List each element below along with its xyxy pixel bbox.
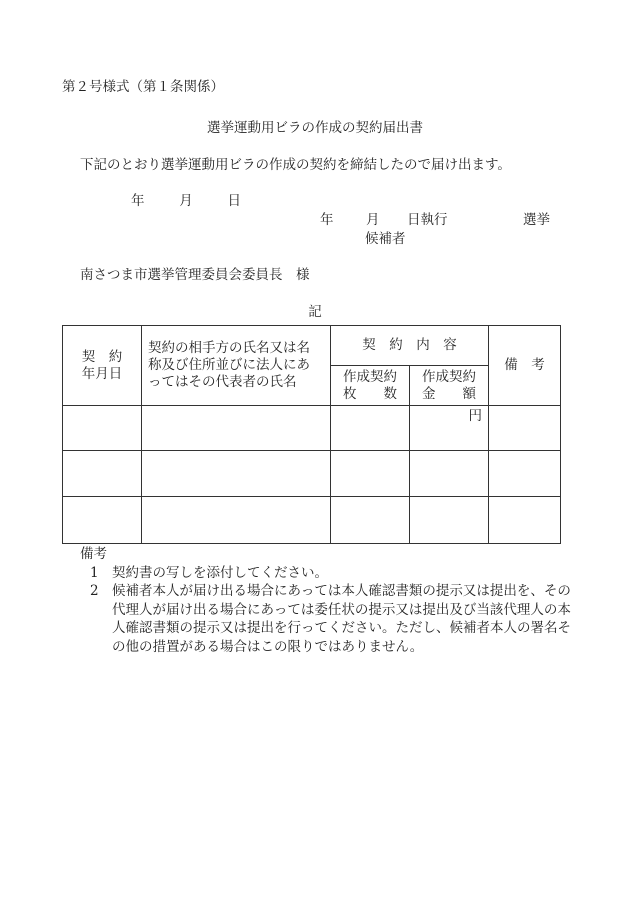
note-item <box>80 564 580 583</box>
cell-amount[interactable] <box>410 406 489 451</box>
ki-mark: 記 <box>308 304 322 320</box>
cell-remarks[interactable] <box>489 406 561 451</box>
cell-counterparty[interactable] <box>142 406 331 451</box>
header-contract-date: 契 約 年月日 <box>63 326 142 406</box>
notes-section <box>80 545 580 656</box>
document-title: 選挙運動用ビラの作成の契約届出書 <box>207 120 423 136</box>
date-year-label: 年 <box>131 193 145 209</box>
submission-date <box>131 193 241 209</box>
header-contract-content: 契 約 内 容 <box>331 326 489 366</box>
table-row <box>63 451 561 497</box>
election-month-label: 月 <box>366 212 380 228</box>
header-remarks: 備 考 <box>489 326 561 406</box>
intro-statement: 下記のとおり選挙運動用ビラの作成の契約を締結したので届け出ます。 <box>80 157 511 173</box>
note-item <box>80 582 580 656</box>
cell-remarks[interactable] <box>489 497 561 544</box>
election-label: 選挙 <box>523 212 550 228</box>
cell-amount[interactable] <box>410 451 489 497</box>
form-number: 第２号様式（第１条関係） <box>62 79 224 95</box>
election-held-label: 日執行 <box>407 212 448 228</box>
yen-unit: 円 <box>468 408 482 424</box>
note-number: 2 <box>90 583 99 599</box>
table-row <box>63 406 561 451</box>
contract-table <box>62 325 561 544</box>
date-day-label: 日 <box>227 193 241 209</box>
header-amount: 作成契約 金 額 <box>410 366 489 406</box>
cell-counterparty[interactable] <box>142 497 331 544</box>
table-row <box>63 497 561 544</box>
election-year-label: 年 <box>320 212 334 228</box>
note-text: 契約書の写しを添付してください。 <box>112 564 328 581</box>
cell-remarks[interactable] <box>489 451 561 497</box>
cell-count[interactable] <box>331 406 410 451</box>
election-date-line <box>320 212 555 228</box>
cell-date[interactable] <box>63 497 142 544</box>
cell-amount[interactable] <box>410 497 489 544</box>
note-number: 1 <box>90 564 99 581</box>
note-text: 候補者本人が届け出る場合にあっては本人確認書類の提示又は提出を、その代理人が届け出る場合にあっては委任状の提示又は提出及び当該代理人の本人確認書類の提示又は提出を行ってください。ただし、候補者本人の署名その他の措置がある場合はこの限りではありません。 <box>112 583 571 655</box>
cell-date[interactable] <box>63 406 142 451</box>
addressee: 南さつま市選挙管理委員会委員長 様 <box>80 267 310 283</box>
date-month-label: 月 <box>179 193 193 209</box>
header-count: 作成契約 枚 数 <box>331 366 410 406</box>
header-counterparty: 契約の相手方の氏名又は名 称及び住所並びに法人にあ ってはその代表者の氏名 <box>142 326 331 406</box>
cell-date[interactable] <box>63 451 142 497</box>
cell-count[interactable] <box>331 497 410 544</box>
candidate-label: 候補者 <box>365 231 406 247</box>
notes-heading: 備考 <box>80 546 107 562</box>
cell-counterparty[interactable] <box>142 451 331 497</box>
cell-count[interactable] <box>331 451 410 497</box>
